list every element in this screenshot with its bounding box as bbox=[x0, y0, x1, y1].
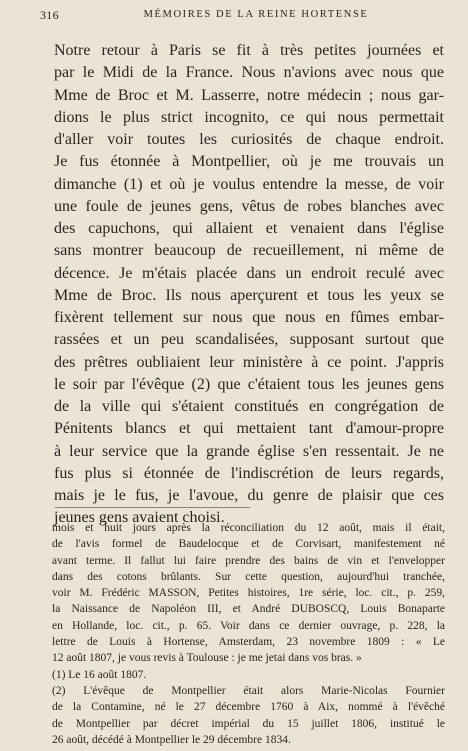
body-line: dimanche (1) et où je voulus entendre la messe, de voir bbox=[54, 175, 444, 193]
body-line: sans montrer beaucoup de recueillement, ni même de bbox=[54, 242, 444, 260]
footnote-line: mois et huit jours après la réconciliation du 12 août, mais il était, bbox=[52, 522, 445, 534]
body-line: d'aller voir toutes les curiosités de chaque endroit. bbox=[54, 131, 444, 148]
footnote-divider bbox=[55, 507, 250, 508]
body-line: Mme de Broc. Ils nous aperçurent et tous les yeux se bbox=[54, 286, 444, 304]
footnote-line: de la Contamine, né le 27 décembre 1760 à Aix, nommé à l'évêché bbox=[52, 701, 445, 714]
body-line: mais je le fus, je l'avoue, du genre de plaisir que ces bbox=[54, 487, 444, 504]
footnote-line: avant terme. Il fallut lui faire prendre des bains de vin et l'envelopper bbox=[52, 554, 445, 567]
page-number: 316 bbox=[40, 8, 59, 22]
body-line: fixèrent tellement sur nous que nous en fûmes embar- bbox=[54, 309, 444, 326]
footnote-line: de l'avis formel de Baudelocque et de Corvisart, manifestement né bbox=[52, 538, 445, 551]
body-line: Pénitents blancs et qui mettaient tant d'amour-propre bbox=[54, 420, 444, 438]
body-line: une foule de jeunes gens, vêtus de robes blanches avec bbox=[54, 197, 444, 215]
footnote-line: de Montpellier par décret impérial du 15 juillet 1806, institué le bbox=[52, 717, 445, 730]
body-line: Je fus étonnée à Montpellier, où je me trouvais un bbox=[54, 153, 444, 171]
footnote-line: (2) L'évêque de Montpellier était alors Marie-Nicolas Fournier bbox=[52, 684, 445, 697]
body-line: le soir par l'évêque (2) que c'étaient tous les jeunes gens bbox=[54, 375, 444, 393]
footnotes bbox=[52, 520, 445, 748]
running-head: MÉMOIRES DE LA REINE HORTENSE bbox=[143, 9, 369, 20]
body-line: de la ville qui s'étaient constitués en congrégation de bbox=[54, 398, 444, 415]
body-line: Mme de Broc et M. Lasserre, notre médecin ; nous gar- bbox=[54, 86, 444, 104]
body-line: par le Midi de la France. Nous n'avions avec nous que bbox=[54, 64, 444, 82]
footnote-line: lettre de Louis à Hortense, Amsterdam, 23 novembre 1809 : « Le bbox=[52, 636, 445, 649]
footnote-line: 26 août, décédé à Montpellier le 29 décembre 1834. bbox=[52, 733, 291, 746]
body-line: à leur service que la grande église s'en ressentait. Je ne bbox=[54, 442, 444, 460]
footnote-line: (1) Le 16 août 1807. bbox=[52, 668, 147, 681]
body-line: rassées et un peu scandalisées, supposant surtout que bbox=[54, 331, 444, 349]
body-line: des prêtres oubliaient leur ministère à ce point. J'appris bbox=[54, 353, 444, 371]
footnote-line: dans des cotons brûlants. Sur cette question, aujourd'hui tranchée, bbox=[52, 570, 445, 583]
body-line: des capuchons, qui allaient et venaient dans l'église bbox=[54, 220, 444, 237]
body-text bbox=[54, 40, 444, 530]
footnote-line: en Hollande, loc. cit., p. 65. Voir dans ce dernier ouvrage, p. 228, la bbox=[52, 619, 445, 632]
footnote-line: voir M. Frédéric MASSON, Petites histoires, 1re série, loc. cit., p. 259, bbox=[52, 587, 445, 600]
page-header bbox=[40, 8, 436, 26]
footnote-line: la Naissance de Napoléon III, et André DUBOSCQ, Louis Bonaparte bbox=[52, 603, 445, 616]
body-line: décence. Je m'étais placée dans un endroit reculé avec bbox=[54, 264, 444, 282]
body-line: fus plus si étonnée de l'indiscrétion de leurs regards, bbox=[54, 464, 444, 482]
body-line: Notre retour à Paris se fit à très petites journées et bbox=[54, 42, 444, 59]
footnote-line: 12 août 1807, je vous revis à Toulouse : je me jetai dans vos bras. » bbox=[52, 652, 362, 665]
body-line: jeunes gens avaient choisi. bbox=[54, 509, 225, 527]
body-line: dions le plus strict incognito, ce qui nous permettait bbox=[54, 108, 444, 126]
